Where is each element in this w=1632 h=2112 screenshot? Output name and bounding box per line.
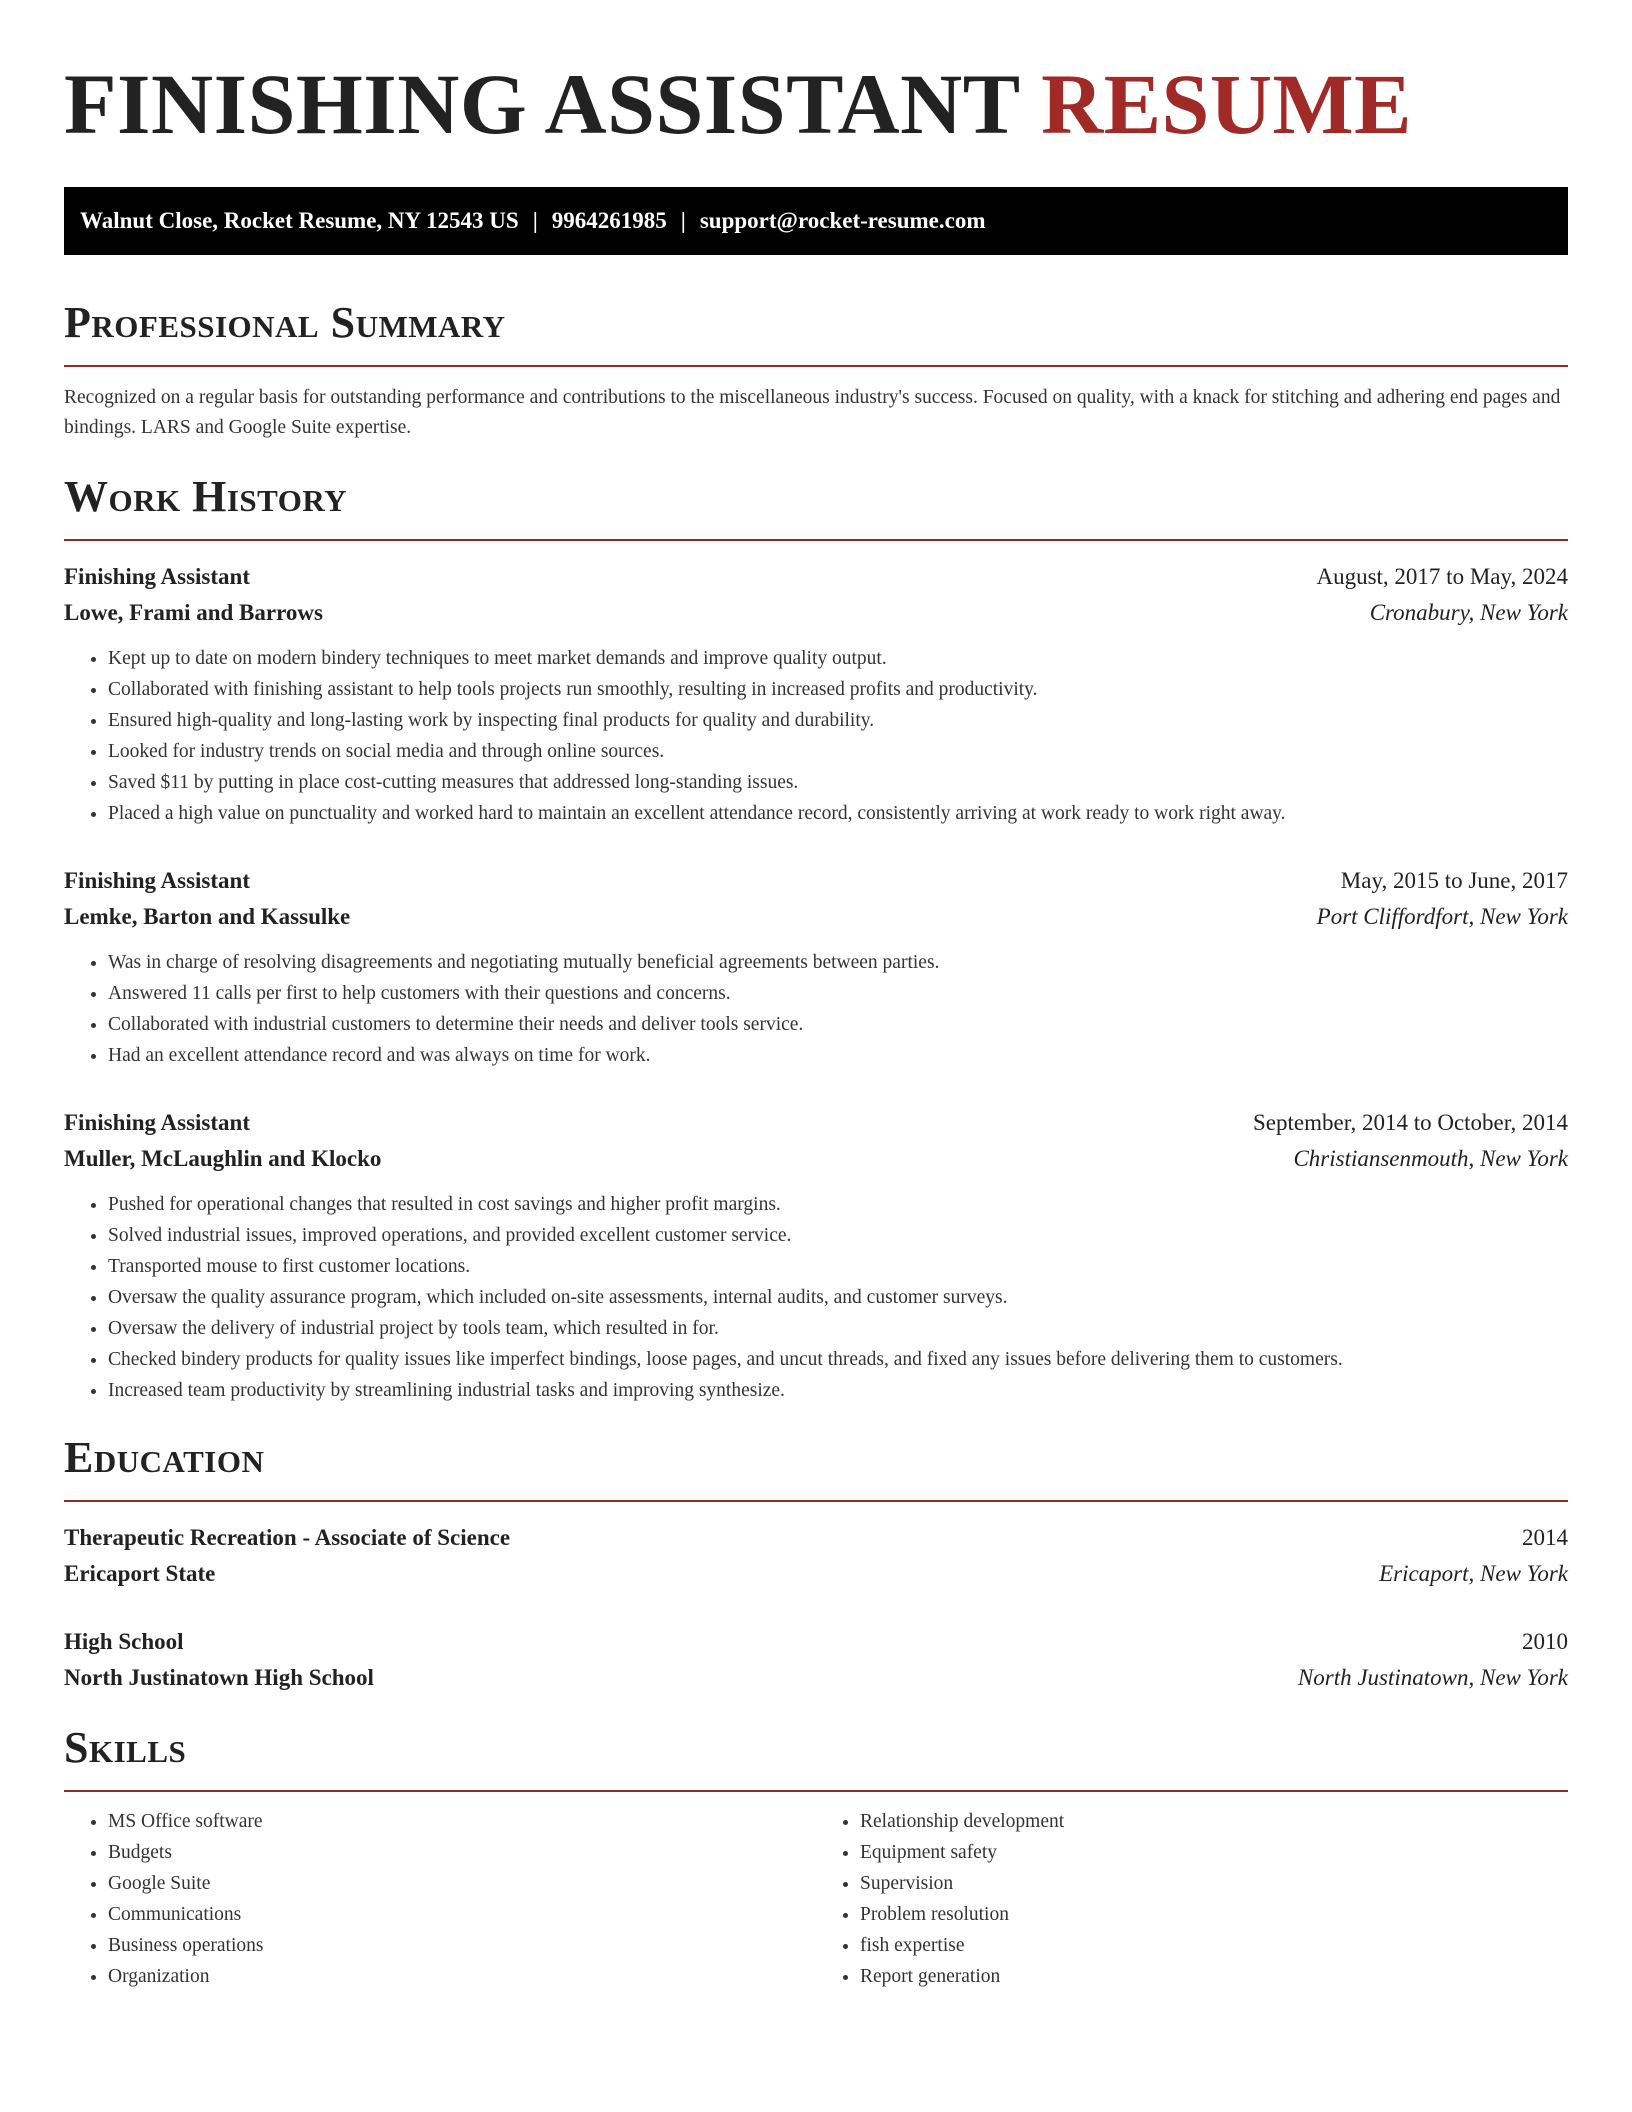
section-heading-education: Education: [64, 1433, 265, 1482]
job-title-row: [64, 559, 1568, 595]
job-entry: [64, 1105, 1568, 1406]
contact-phone: 9964261985: [551, 208, 667, 233]
job-dates: August, 2017 to May, 2024: [1316, 564, 1568, 589]
list-item: • Placed a high value on punctuality and worked hard to maintain an excellent attendance record, consistently arriving at work ready to work right away.: [108, 798, 1568, 829]
skill-item: • Google Suite: [108, 1868, 816, 1899]
school-row: [64, 1556, 1568, 1592]
job-title: Finishing Assistant: [64, 564, 250, 589]
school-location: Ericaport, New York: [1379, 1561, 1568, 1586]
section-divider: [64, 539, 1568, 541]
contact-separator: |: [680, 208, 686, 233]
job-company: Muller, McLaughlin and Klocko: [64, 1146, 382, 1171]
contact-bar: [64, 187, 1568, 255]
skills-list: [816, 1806, 1568, 1992]
section-heading-skills: Skills: [64, 1723, 187, 1772]
job-location: Cronabury, New York: [1369, 600, 1568, 625]
contact-address: Walnut Close, Rocket Resume, NY 12543 US: [80, 208, 519, 233]
skill-item: • Communications: [108, 1899, 816, 1930]
section-divider: [64, 365, 1568, 367]
resume-title: [64, 56, 1568, 152]
job-bullets: [64, 643, 1568, 829]
title-accent: RESUME: [1041, 56, 1413, 152]
job-company-row: [64, 899, 1568, 935]
job-title-row: [64, 863, 1568, 899]
list-item: • Answered 11 calls per first to help customers with their questions and concerns.: [108, 978, 1568, 1009]
job-location: Christiansenmouth, New York: [1293, 1146, 1568, 1171]
section-heading-summary: Professional Summary: [64, 298, 506, 347]
skills-column-right: [816, 1806, 1568, 1992]
section-divider: [64, 1790, 1568, 1792]
list-item: • Collaborated with industrial customers to determine their needs and deliver tools service.: [108, 1009, 1568, 1040]
skills-columns: [64, 1806, 1568, 1992]
list-item: • Was in charge of resolving disagreements and negotiating mutually beneficial agreements between parties.: [108, 947, 1568, 978]
job-title: Finishing Assistant: [64, 868, 250, 893]
list-item: • Oversaw the quality assurance program, which included on-site assessments, internal audits, and customer surveys.: [108, 1282, 1568, 1313]
summary-text: Recognized on a regular basis for outstanding performance and contributions to the miscellaneous industry's success. Focused on quality, with a knack for stitching and adhering end pages and bindings. LARS and Google Suite expertise.: [64, 387, 1561, 438]
title-main: FINISHING ASSISTANT: [64, 56, 1020, 152]
skill-item: • Business operations: [108, 1930, 816, 1961]
education-entry: [64, 1624, 1568, 1696]
list-item: • Solved industrial issues, improved operations, and provided excellent customer service.: [108, 1220, 1568, 1251]
job-dates: May, 2015 to June, 2017: [1340, 868, 1568, 893]
job-company: Lemke, Barton and Kassulke: [64, 904, 351, 929]
education-entry: [64, 1520, 1568, 1592]
job-title: Finishing Assistant: [64, 1110, 250, 1135]
work-history-section: [64, 471, 1568, 1406]
list-item: • Ensured high-quality and long-lasting work by inspecting final products for quality and durability.: [108, 705, 1568, 736]
contact-separator: |: [532, 208, 538, 233]
list-item: • Increased team productivity by streamlining industrial tasks and improving synthesize.: [108, 1375, 1568, 1406]
skills-list: [64, 1806, 816, 1992]
skills-column-left: [64, 1806, 816, 1992]
school-row: [64, 1660, 1568, 1696]
job-entry: [64, 559, 1568, 829]
list-item: • Oversaw the delivery of industrial project by tools team, which resulted in for.: [108, 1313, 1568, 1344]
skill-item: • Relationship development: [860, 1806, 1568, 1837]
skill-item: • Equipment safety: [860, 1837, 1568, 1868]
list-item: • Pushed for operational changes that resulted in cost savings and higher profit margins.: [108, 1189, 1568, 1220]
job-entry: [64, 863, 1568, 1071]
skill-item: • Supervision: [860, 1868, 1568, 1899]
section-divider: [64, 1500, 1568, 1502]
degree: High School: [64, 1629, 184, 1654]
graduation-year: 2014: [1522, 1525, 1568, 1550]
skill-item: • MS Office software: [108, 1806, 816, 1837]
list-item: • Collaborated with finishing assistant to help tools projects run smoothly, resulting in increased profits and productivity.: [108, 674, 1568, 705]
job-title-row: [64, 1105, 1568, 1141]
job-location: Port Cliffordfort, New York: [1316, 904, 1568, 929]
list-item: • Had an excellent attendance record and was always on time for work.: [108, 1040, 1568, 1071]
section-heading-work: Work History: [64, 472, 348, 521]
list-item: • Looked for industry trends on social media and through online sources.: [108, 736, 1568, 767]
skill-item: • Problem resolution: [860, 1899, 1568, 1930]
skill-item: • Budgets: [108, 1837, 816, 1868]
list-item: • Transported mouse to first customer locations.: [108, 1251, 1568, 1282]
skill-item: • fish expertise: [860, 1930, 1568, 1961]
list-item: • Checked bindery products for quality issues like imperfect bindings, loose pages, and uncut threads, and fixed any issues before delivering them to customers.: [108, 1344, 1568, 1375]
job-dates: September, 2014 to October, 2014: [1253, 1110, 1568, 1135]
job-company: Lowe, Frami and Barrows: [64, 600, 323, 625]
degree: Therapeutic Recreation - Associate of Science: [64, 1525, 511, 1550]
school-name: Ericaport State: [64, 1561, 216, 1586]
job-company-row: [64, 595, 1568, 631]
education-section: [64, 1432, 1568, 1696]
list-item: • Saved $11 by putting in place cost-cutting measures that addressed long-standing issues.: [108, 767, 1568, 798]
skill-item: • Report generation: [860, 1961, 1568, 1992]
graduation-year: 2010: [1522, 1629, 1568, 1654]
skill-item: • Organization: [108, 1961, 816, 1992]
school-name: North Justinatown High School: [64, 1665, 374, 1690]
degree-row: [64, 1624, 1568, 1660]
job-bullets: [64, 947, 1568, 1071]
school-location: North Justinatown, New York: [1297, 1665, 1568, 1690]
job-bullets: [64, 1189, 1568, 1406]
list-item: • Kept up to date on modern bindery techniques to meet market demands and improve quality output.: [108, 643, 1568, 674]
job-company-row: [64, 1141, 1568, 1177]
degree-row: [64, 1520, 1568, 1556]
professional-summary-section: [64, 297, 1568, 443]
skills-section: [64, 1722, 1568, 1992]
contact-email: support@rocket-resume.com: [699, 208, 986, 233]
